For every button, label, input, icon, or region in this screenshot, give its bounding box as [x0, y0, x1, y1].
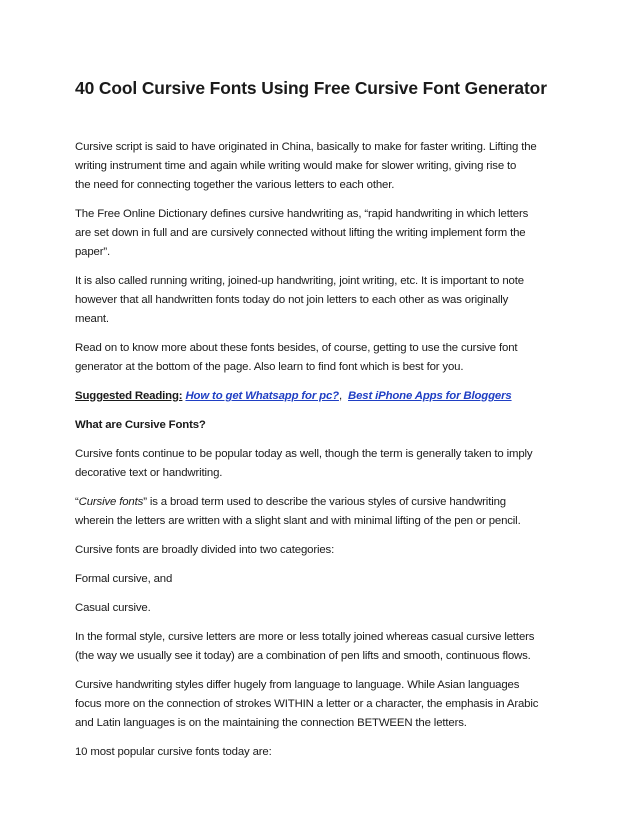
paragraph-formal: [75, 570, 568, 589]
section-heading: [75, 416, 568, 435]
paragraph-line-rest: ” is a broad term used to describe the various styles of cursive handwriting: [143, 496, 506, 508]
paragraph-categories: [75, 541, 568, 560]
paragraph-also-called: [75, 272, 568, 329]
paragraph-line: Cursive script is said to have originated in China, basically to make for faster writing. Lifting the: [75, 141, 537, 153]
paragraph-line: Read on to know more about these fonts besides, of course, getting to use the cursive font: [75, 342, 518, 354]
paragraph-formal-style: [75, 628, 568, 666]
paragraph-origin: [75, 138, 568, 195]
page-title: 40 Cool Cursive Fonts Using Free Cursive Font Generator: [75, 78, 547, 98]
open-quote: “: [75, 496, 79, 508]
paragraph-read-on: [75, 339, 568, 377]
paragraph-line: Cursive fonts are broadly divided into two categories:: [75, 544, 335, 556]
paragraph-line: It is also called running writing, joined-up handwriting, joint writing, etc. It is important to note: [75, 275, 524, 287]
paragraph-line: 10 most popular cursive fonts today are:: [75, 746, 272, 758]
paragraph-dictionary-definition: [75, 205, 568, 262]
heading-what-are-cursive-fonts: What are Cursive Fonts?: [75, 419, 206, 431]
paragraph-line: and Latin languages is on the maintaining the connection BETWEEN the letters.: [75, 717, 467, 729]
paragraph-line: focus more on the connection of strokes WITHIN a letter or a character, the emphasis in Arabic: [75, 698, 539, 710]
link-whatsapp-for-pc[interactable]: How to get Whatsapp for pc?: [185, 390, 339, 402]
paragraph-broad-term: [75, 493, 568, 531]
paragraph-line: The Free Online Dictionary defines cursive handwriting as, “rapid handwriting in which letters: [75, 208, 529, 220]
paragraph-line: writing instrument time and again while writing would make for slower writing, giving rise to: [75, 160, 517, 172]
paragraph-line: Casual cursive.: [75, 602, 151, 614]
link-separator: ,: [338, 390, 342, 402]
paragraph-line: (the way we usually see it today) are a combination of pen lifts and smooth, continuous flows.: [75, 650, 531, 662]
suggested-reading-label: Suggested Reading:: [75, 390, 183, 402]
paragraph-line: In the formal style, cursive letters are more or less totally joined whereas casual cursive letters: [75, 631, 535, 643]
paragraph-line: decorative text or handwriting.: [75, 467, 223, 479]
paragraph-line: Formal cursive, and: [75, 573, 173, 585]
term-cursive-fonts: Cursive fonts: [78, 496, 144, 508]
paragraph-line: Cursive handwriting styles differ hugely from language to language. While Asian languages: [75, 679, 520, 691]
link-best-iphone-apps[interactable]: Best iPhone Apps for Bloggers: [348, 390, 512, 402]
paragraph-line: the need for connecting together the various letters to each other.: [75, 179, 395, 191]
paragraph-line: Cursive fonts continue to be popular today as well, though the term is generally taken to imply: [75, 448, 533, 460]
paragraph-line: however that all handwritten fonts today do not join letters to each other as was originally: [75, 294, 509, 306]
paragraph-line: meant.: [75, 313, 109, 325]
paragraph-most-popular: [75, 743, 568, 762]
paragraph-popular: [75, 445, 568, 483]
suggested-reading: [75, 387, 568, 406]
paragraph-line: generator at the bottom of the page. Also learn to find font which is best for you.: [75, 361, 464, 373]
paragraph-styles-differ: [75, 676, 568, 733]
paragraph-line: paper”.: [75, 246, 111, 258]
paragraph-casual: [75, 599, 568, 618]
paragraph-line: are set down in full and are cursively connected without lifting the writing implement form the: [75, 227, 526, 239]
paragraph-line: wherein the letters are written with a slight slant and with minimal lifting of the pen or pencil.: [75, 515, 521, 527]
